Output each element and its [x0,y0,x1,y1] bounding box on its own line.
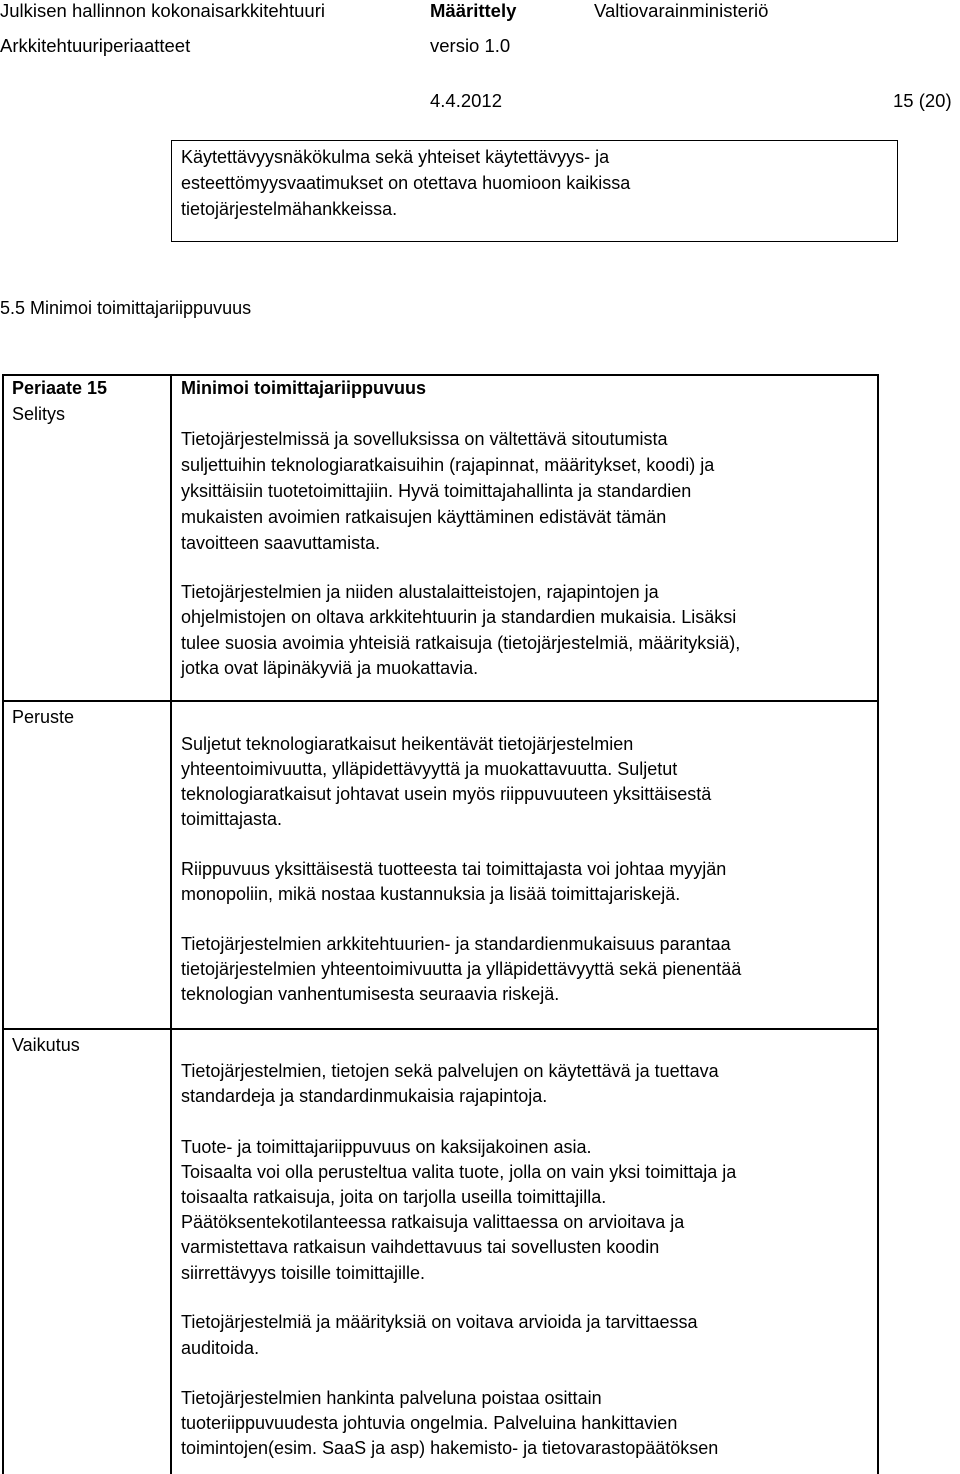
box-line: esteettömyysvaatimukset on otettava huomioon kaikissa [181,173,631,193]
impact-line: Tuote- ja toimittajariippuvuus on kaksijakoinen asia. [181,1137,592,1157]
section-heading: 5.5 Minimoi toimittajariippuvuus [0,298,252,318]
rationale-line: toimittajasta. [181,809,283,829]
header-page-number: 15 (20) [893,90,952,111]
explanation-line: tulee suosia avoimia yhteisiä ratkaisuja (tietojärjestelmiä, määrityksiä), [181,633,741,653]
impact-line: tuoteriippuvuudesta johtuvia ongelmia. Palveluina hankittavien [181,1413,678,1433]
header-org: Julkisen hallinnon kokonaisarkkitehtuuri [0,0,325,21]
impact-line: Päätöksentekotilanteessa ratkaisuja valittaessa on arvioitava ja [181,1212,685,1232]
header-ministry: Valtiovarainministeriö [594,0,769,21]
explanation-line: ohjelmistojen on oltava arkkitehtuurin ja standardien mukaisia. Lisäksi [181,607,737,627]
label-explanation: Selitys [12,404,66,424]
explanation-line: Tietojärjestelmien ja niiden alustalaitteistojen, rajapintojen ja [181,582,659,602]
impact-line: toimintojen(esim. SaaS ja asp) hakemisto- ja tietovarastopäätöksen [181,1438,719,1458]
impact-line: Tietojärjestelmiä ja määrityksiä on voitava arvioida ja tarvittaessa [181,1312,698,1332]
rationale-line: yhteentoimivuutta, ylläpidettävyyttä ja muokattavuutta. Suljetut [181,759,678,779]
explanation-line: tavoitteen saavuttamista. [181,533,381,553]
explanation-line: suljettuihin teknologiaratkaisuihin (rajapinnat, määritykset, koodi) ja [181,455,715,475]
header-date: 4.4.2012 [430,90,503,111]
impact-line: auditoida. [181,1338,260,1358]
table-right-border [877,374,879,1474]
table-column-divider [170,374,172,1474]
header-version: versio 1.0 [430,35,511,56]
rationale-line: teknologiaratkaisut johtavat usein myös riippuvuuteen yksittäisestä [181,784,712,804]
explanation-line: yksittäisiin tuotetoimittajiin. Hyvä toimittajahallinta ja standardien [181,481,692,501]
rationale-line: monopoliin, mikä nostaa kustannuksia ja lisää toimittajariskejä. [181,884,681,904]
label-impact: Vaikutus [12,1035,80,1055]
impact-line: Tietojärjestelmien hankinta palveluna poistaa osittain [181,1388,602,1408]
table-top-border [2,374,878,376]
label-rationale: Peruste [12,707,75,727]
table-left-border [2,374,4,1474]
rationale-line: Tietojärjestelmien arkkitehtuurien- ja standardienmukaisuus parantaa [181,934,731,954]
header-doc-type: Määrittely [430,0,517,21]
rationale-line: tietojärjestelmien yhteentoimivuutta ja ylläpidettävyyttä sekä pienentää [181,959,742,979]
principle-table [2,374,878,1474]
impact-line: toisaalta ratkaisuja, joita on tarjolla useilla toimittajilla. [181,1187,607,1207]
box-line: Käytettävyysnäkökulma sekä yhteiset käytettävyys- ja [181,147,610,167]
rationale-line: Suljetut teknologiaratkaisut heikentävät tietojärjestelmien [181,734,634,754]
impact-line: standardeja ja standardinmukaisia rajapintoja. [181,1086,548,1106]
explanation-line: jotka ovat läpinäkyviä ja muokattavia. [181,658,479,678]
impact-line: Toisaalta voi olla perusteltua valita tuote, jolla on vain yksi toimittaja ja [181,1162,737,1182]
header-subtitle: Arkkitehtuuriperiaatteet [0,35,191,56]
explanation-line: Tietojärjestelmissä ja sovelluksissa on vältettävä sitoutumista [181,429,668,449]
row-divider [2,1028,878,1030]
row-divider [2,700,878,702]
explanation-line: mukaisten avoimien ratkaisujen käyttäminen edistävät tämän [181,507,667,527]
rationale-line: teknologian vanhentumisesta seuraavia riskejä. [181,984,560,1004]
principle-title: Minimoi toimittajariippuvuus [181,378,427,398]
box-line: tietojärjestelmähankkeissa. [181,199,398,219]
rationale-line: Riippuvuus yksittäisestä tuotteesta tai toimittajasta voi johtaa myyjän [181,859,727,879]
impact-line: varmistettava ratkaisun vaihdettavuus tai sovellusten koodin [181,1237,660,1257]
impact-line: siirrettävyys toisille toimittajille. [181,1263,426,1283]
label-principle: Periaate 15 [12,378,108,398]
impact-line: Tietojärjestelmien, tietojen sekä palvelujen on käytettävä ja tuettava [181,1061,719,1081]
